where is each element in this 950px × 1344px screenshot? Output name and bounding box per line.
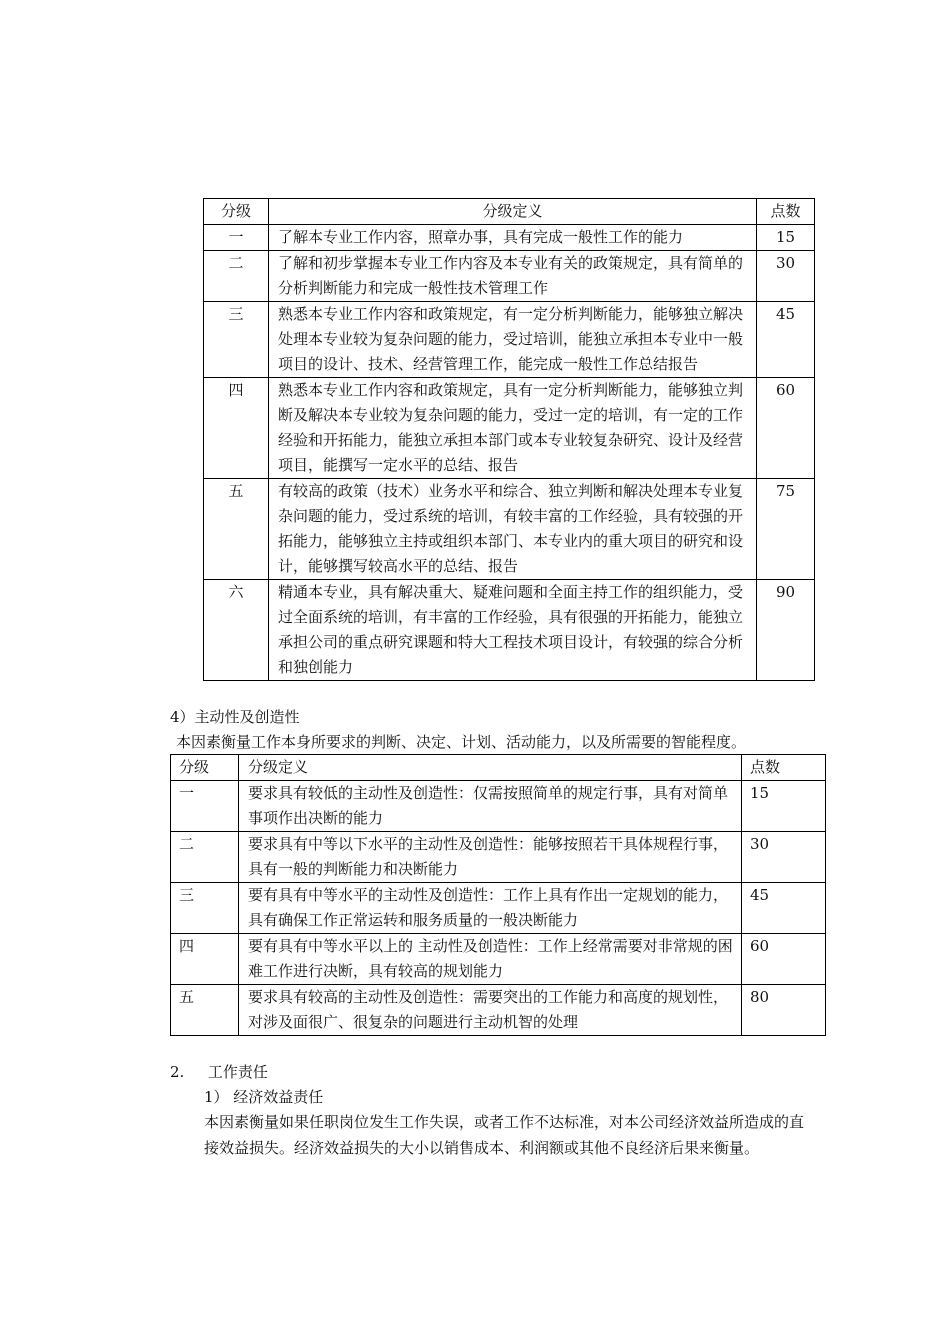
definition-cell: 了解和初步掌握本专业工作内容及本专业有关的政策规定，具有简单的分析判断能力和完成一般性技术管理工作 [269, 251, 757, 302]
definition-cell: 有较高的政策（技术）业务水平和综合、独立判断和解决处理本专业复杂问题的能力，受过系统的培训，有较丰富的工作经验，具有较强的开拓能力，能够独立主持或组织本部门、本专业内的重大项目的研究和设计，能够撰写较高水平的总结、报告 [269, 479, 757, 580]
table-header-row [171, 755, 826, 781]
header-points: 点数 [757, 199, 815, 225]
grade-cell: 三 [204, 302, 269, 378]
subsection-title: 1） 经济效益责任 [204, 1088, 324, 1106]
grade-cell: 四 [204, 378, 269, 479]
grade-cell: 五 [171, 985, 239, 1036]
section-2-title: 工作责任 [207, 1063, 268, 1081]
grade-cell: 二 [171, 832, 239, 883]
section-2-heading [170, 1060, 268, 1085]
table-row [204, 479, 815, 580]
skill-level-table [203, 198, 815, 681]
points-cell: 30 [757, 251, 815, 302]
header-points: 点数 [742, 755, 826, 781]
definition-cell: 熟悉本专业工作内容和政策规定，有一定分析判断能力，能够独立解决处理本专业较为复杂问题的能力，受过培训，能独立承担本专业中一般项目的设计、技术、经营管理工作，能完成一般性工作总结报告 [269, 302, 757, 378]
table-row [204, 225, 815, 251]
section-2-number: 2. [170, 1063, 185, 1081]
points-cell: 45 [757, 302, 815, 378]
points-cell: 15 [742, 781, 826, 832]
definition-cell: 要有具有中等水平的主动性及创造性：工作上具有作出一定规划的能力，具有确保工作正常运转和服务质量的一般决断能力 [239, 883, 742, 934]
table-row [171, 934, 826, 985]
section-2-paragraph: 本因素衡量如果任职岗位发生工作失误，或者工作不达标准，对本公司经济效益所造成的直接效益损失。经济效益损失的大小以销售成本、利润额或其他不良经济后果来衡量。 [204, 1113, 805, 1157]
grade-cell: 二 [204, 251, 269, 302]
table-row [204, 302, 815, 378]
initiative-level-table [170, 754, 826, 1036]
table-header-row [204, 199, 815, 225]
points-cell: 45 [742, 883, 826, 934]
table-row [204, 251, 815, 302]
header-grade: 分级 [204, 199, 269, 225]
points-cell: 60 [757, 378, 815, 479]
points-cell: 15 [757, 225, 815, 251]
definition-cell: 熟悉本专业工作内容和政策规定，具有一定分析判断能力，能够独立判断及解决本专业较为复杂问题的能力，受过一定的培训，有一定的工作经验和开拓能力，能独立承担本部门或本专业较复杂研究、设计及经营项目，能撰写一定水平的总结、报告 [269, 378, 757, 479]
grade-cell: 三 [171, 883, 239, 934]
definition-cell: 要求具有中等以下水平的主动性及创造性：能够按照若干具体规程行事，具有一般的判断能力和决断能力 [239, 832, 742, 883]
header-definition: 分级定义 [239, 755, 742, 781]
table-row [204, 378, 815, 479]
grade-cell: 四 [171, 934, 239, 985]
points-cell: 75 [757, 479, 815, 580]
section-4-title: 4）主动性及创造性 [170, 708, 300, 726]
table-row [171, 985, 826, 1036]
points-cell: 90 [757, 580, 815, 681]
definition-cell: 精通本专业，具有解决重大、疑难问题和全面主持工作的组织能力，受过全面系统的培训，有丰富的工作经验，具有很强的开拓能力，能独立承担公司的重点研究课题和特大工程技术项目设计，有较强的综合分析和独创能力 [269, 580, 757, 681]
table-row [171, 832, 826, 883]
points-cell: 60 [742, 934, 826, 985]
definition-cell: 要求具有较高的主动性及创造性：需要突出的工作能力和高度的规划性，对涉及面很广、很复杂的问题进行主动机智的处理 [239, 985, 742, 1036]
table-row [171, 781, 826, 832]
definition-cell: 要有具有中等水平以上的 主动性及创造性：工作上经常需要对非常规的困难工作进行决断，具有较高的规划能力 [239, 934, 742, 985]
definition-cell: 要求具有较低的主动性及创造性：仅需按照简单的规定行事，具有对简单事项作出决断的能力 [239, 781, 742, 832]
table-row [204, 580, 815, 681]
section-4-description: 本因素衡量工作本身所要求的判断、决定、计划、活动能力，以及所需要的智能程度。 [176, 733, 747, 751]
header-definition: 分级定义 [269, 199, 757, 225]
table-row [171, 883, 826, 934]
grade-cell: 一 [204, 225, 269, 251]
grade-cell: 六 [204, 580, 269, 681]
header-grade: 分级 [171, 755, 239, 781]
definition-cell: 了解本专业工作内容，照章办事，具有完成一般性工作的能力 [269, 225, 757, 251]
points-cell: 80 [742, 985, 826, 1036]
grade-cell: 一 [171, 781, 239, 832]
grade-cell: 五 [204, 479, 269, 580]
points-cell: 30 [742, 832, 826, 883]
